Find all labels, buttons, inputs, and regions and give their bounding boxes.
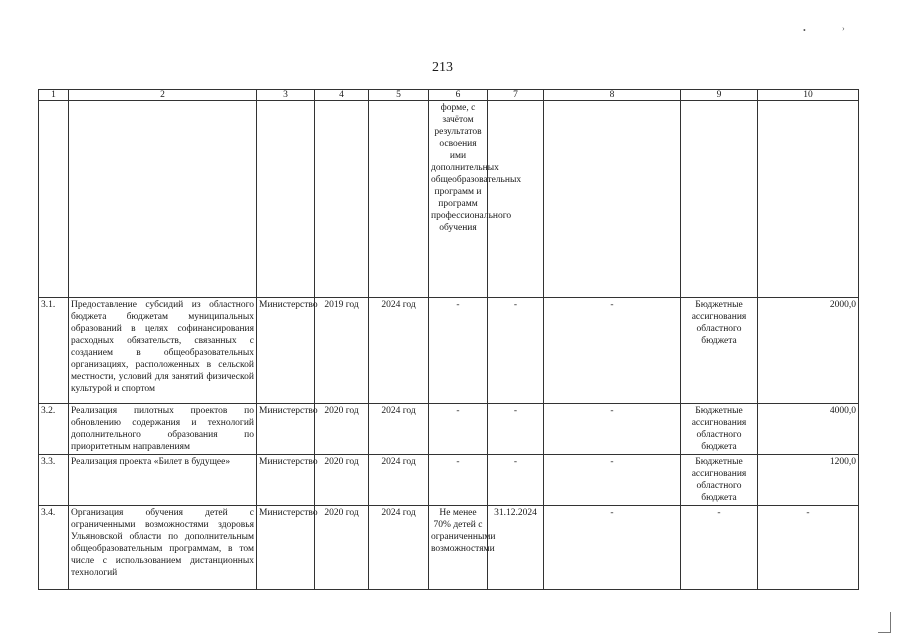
indicator: - bbox=[429, 404, 488, 455]
deadline: - bbox=[488, 404, 544, 455]
table-row bbox=[39, 506, 859, 590]
end-year: 2024 год bbox=[369, 455, 429, 506]
column-number: 1 bbox=[39, 90, 69, 101]
executor: Министерство bbox=[257, 506, 315, 590]
funding-source: Бюджетные ассигнования областного бюджета bbox=[681, 298, 758, 404]
funding-amount: 2000,0 bbox=[758, 298, 859, 404]
activity-name: Реализация проекта «Билет в будущее» bbox=[69, 455, 257, 506]
deadline: 31.12.2024 bbox=[488, 506, 544, 590]
row-number: 3.4. bbox=[39, 506, 69, 590]
row-number: 3.3. bbox=[39, 455, 69, 506]
result: - bbox=[544, 298, 681, 404]
executor: Министерство bbox=[257, 404, 315, 455]
indicator: Не менее 70% детей с ограниченными возможностями bbox=[429, 506, 488, 590]
funding-source: - bbox=[681, 506, 758, 590]
column-number: 9 bbox=[681, 90, 758, 101]
activity-name: Реализация пилотных проектов по обновлению содержания и технологий дополнительного образования по приоритетным направлениям bbox=[69, 404, 257, 455]
deadline: - bbox=[488, 455, 544, 506]
column-number: 5 bbox=[369, 90, 429, 101]
indicator: - bbox=[429, 455, 488, 506]
start-year: 2020 год bbox=[315, 506, 369, 590]
end-year: 2024 год bbox=[369, 298, 429, 404]
row-number: 3.2. bbox=[39, 404, 69, 455]
executor: Министерство bbox=[257, 298, 315, 404]
column-number: 10 bbox=[758, 90, 859, 101]
result: - bbox=[544, 404, 681, 455]
activity-name: Предоставление субсидий из областного бюджета бюджетам муниципальных образований в целях софинансирования расходных обязательств, связанных с созданием в общеобразовательных организациях, расположенных в сельской местности, условий для занятий физической культурой и спортом bbox=[69, 298, 257, 404]
result: - bbox=[544, 506, 681, 590]
indicator: - bbox=[429, 298, 488, 404]
row-number: 3.1. bbox=[39, 298, 69, 404]
table-row bbox=[39, 455, 859, 506]
scan-mark: • bbox=[803, 26, 806, 35]
column-number: 7 bbox=[488, 90, 544, 101]
program-table bbox=[38, 89, 859, 590]
continuation-row bbox=[39, 101, 859, 298]
column-number-row bbox=[39, 90, 859, 101]
table-row bbox=[39, 298, 859, 404]
funding-amount: 4000,0 bbox=[758, 404, 859, 455]
column-number: 4 bbox=[315, 90, 369, 101]
result: - bbox=[544, 455, 681, 506]
funding-source: Бюджетные ассигнования областного бюджета bbox=[681, 404, 758, 455]
start-year: 2020 год bbox=[315, 455, 369, 506]
deadline: - bbox=[488, 298, 544, 404]
funding-source: Бюджетные ассигнования областного бюджета bbox=[681, 455, 758, 506]
end-year: 2024 год bbox=[369, 404, 429, 455]
executor: Министерство bbox=[257, 455, 315, 506]
activity-name: Организация обучения детей с ограниченными возможностями здоровья Ульяновской области по дополнительным общеобразовательным программам, в том числе с использованием дистанционных технологий bbox=[69, 506, 257, 590]
scan-mark: › bbox=[842, 24, 845, 33]
end-year: 2024 год bbox=[369, 506, 429, 590]
funding-amount: - bbox=[758, 506, 859, 590]
column-number: 6 bbox=[429, 90, 488, 101]
column-number: 8 bbox=[544, 90, 681, 101]
scan-edge-mark bbox=[878, 612, 891, 633]
page-number: 213 bbox=[432, 60, 453, 75]
start-year: 2019 год bbox=[315, 298, 369, 404]
column-number: 3 bbox=[257, 90, 315, 101]
column-number: 2 bbox=[69, 90, 257, 101]
start-year: 2020 год bbox=[315, 404, 369, 455]
continuation-indicator-text: форме, с зачётом результатов освоения ими дополнительных общеобразовательных программ и программ профессионального обучения bbox=[429, 101, 488, 298]
table-row bbox=[39, 404, 859, 455]
funding-amount: 1200,0 bbox=[758, 455, 859, 506]
